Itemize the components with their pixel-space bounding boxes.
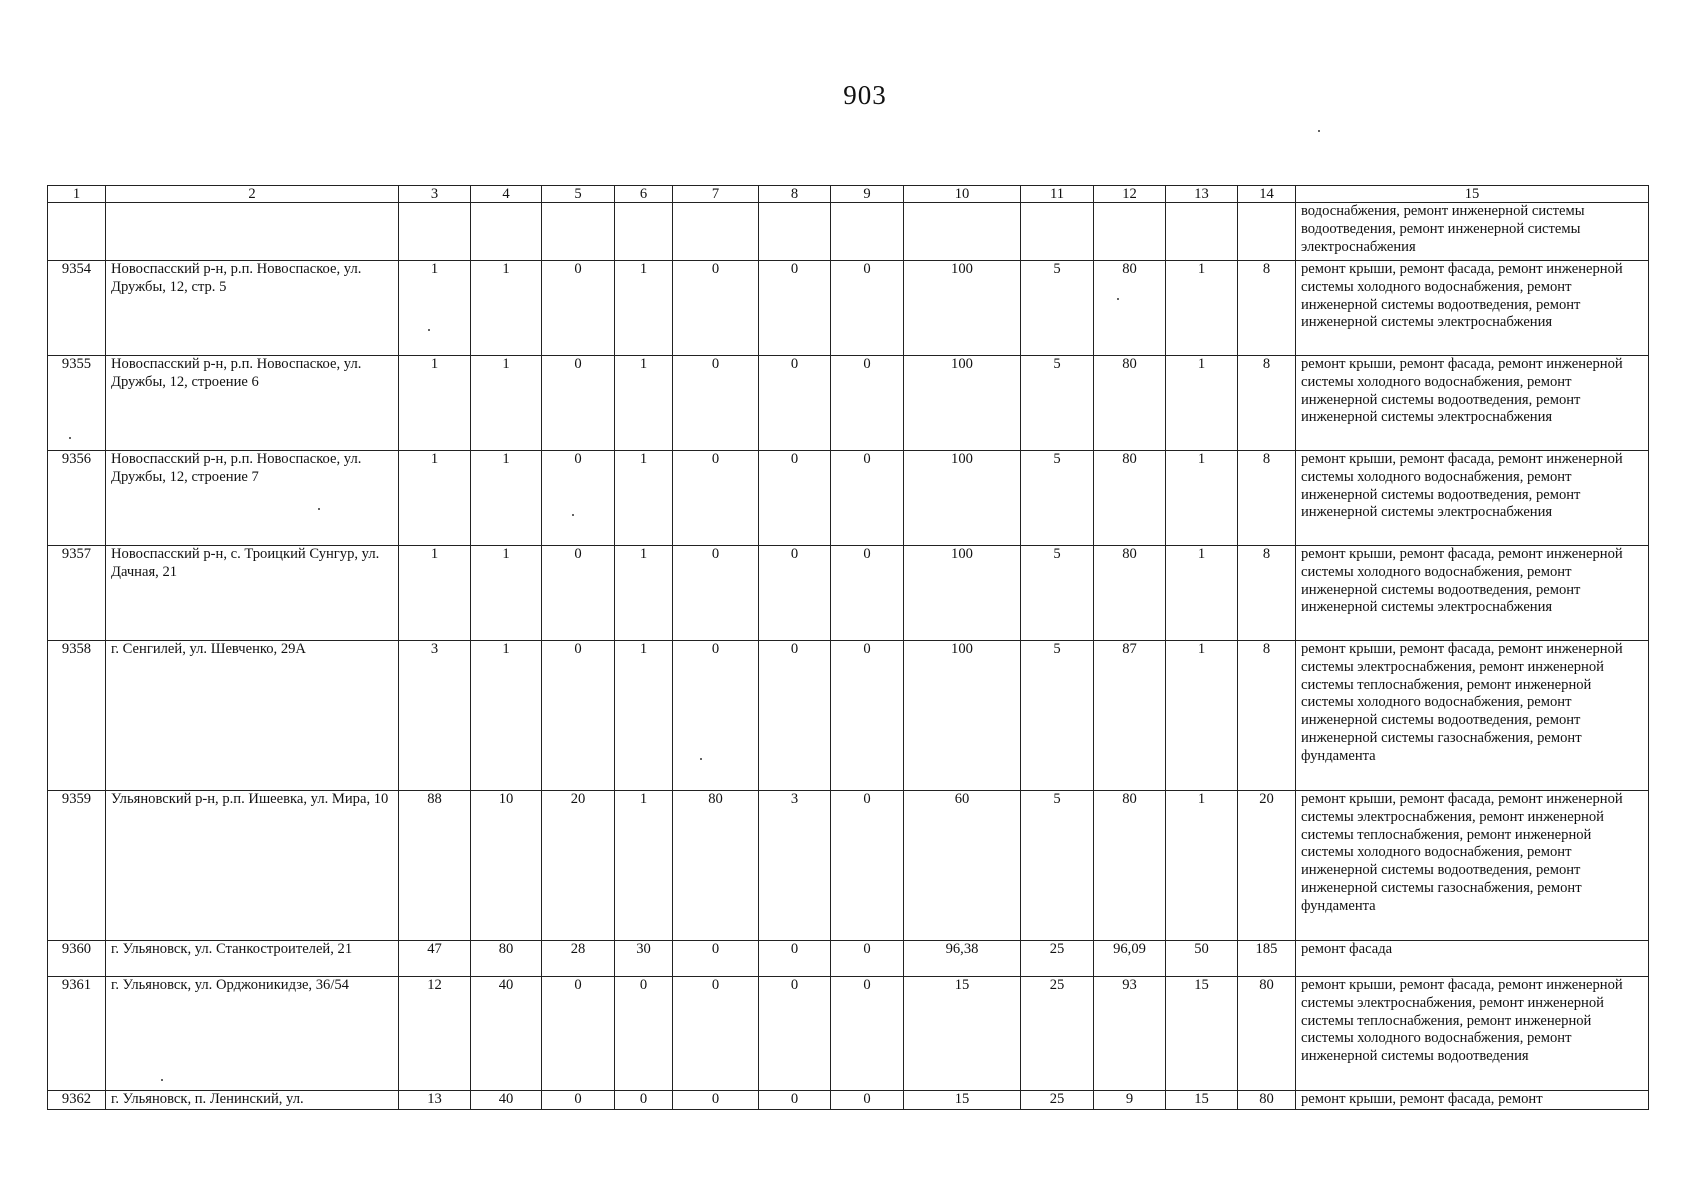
- value-cell: 0: [759, 1091, 831, 1110]
- table-row: [48, 641, 1649, 791]
- value-cell: 1: [471, 546, 542, 641]
- value-cell: 185: [1238, 941, 1296, 977]
- value-cell: 0: [759, 546, 831, 641]
- value-cell: 30: [615, 941, 673, 977]
- value-cell: 1: [615, 451, 673, 546]
- address-cell: г. Ульяновск, ул. Станкостроителей, 21: [106, 941, 399, 977]
- value-cell: [1166, 203, 1238, 261]
- column-header: 5: [542, 186, 615, 203]
- value-cell: 0: [759, 641, 831, 791]
- value-cell: 100: [904, 356, 1021, 451]
- works-cell: ремонт крыши, ремонт фасада, ремонт инженерной системы электроснабжения, ремонт инженерной системы теплоснабжения, ремонт инженерной системы холодного водоснабжения, ремонт инженерной системы водоотведения: [1296, 977, 1649, 1091]
- value-cell: 5: [1021, 791, 1094, 941]
- value-cell: 1: [471, 356, 542, 451]
- value-cell: 28: [542, 941, 615, 977]
- value-cell: 3: [399, 641, 471, 791]
- value-cell: 15: [1166, 977, 1238, 1091]
- value-cell: 93: [1094, 977, 1166, 1091]
- value-cell: 0: [615, 977, 673, 1091]
- value-cell: 0: [673, 451, 759, 546]
- value-cell: [1021, 203, 1094, 261]
- value-cell: 100: [904, 546, 1021, 641]
- value-cell: 1: [1166, 356, 1238, 451]
- value-cell: 0: [673, 261, 759, 356]
- column-header: 11: [1021, 186, 1094, 203]
- record-id: 9354: [48, 261, 106, 356]
- column-header: 3: [399, 186, 471, 203]
- works-cell: ремонт крыши, ремонт фасада, ремонт инженерной системы электроснабжения, ремонт инженерной системы теплоснабжения, ремонт инженерной системы холодного водоснабжения, ремонт инженерной системы водоотведения, ремонт инженерной системы газоснабжения, ремонт фундамента: [1296, 791, 1649, 941]
- value-cell: 9: [1094, 1091, 1166, 1110]
- value-cell: 0: [542, 977, 615, 1091]
- value-cell: 8: [1238, 641, 1296, 791]
- value-cell: 15: [904, 977, 1021, 1091]
- column-header: 10: [904, 186, 1021, 203]
- value-cell: [831, 203, 904, 261]
- value-cell: 25: [1021, 977, 1094, 1091]
- value-cell: 0: [673, 1091, 759, 1110]
- value-cell: [673, 203, 759, 261]
- table-row: [48, 977, 1649, 1091]
- value-cell: 12: [399, 977, 471, 1091]
- value-cell: 20: [542, 791, 615, 941]
- table-row: [48, 1091, 1649, 1110]
- value-cell: 1: [615, 546, 673, 641]
- value-cell: 5: [1021, 356, 1094, 451]
- value-cell: 0: [673, 356, 759, 451]
- table-row: [48, 791, 1649, 941]
- record-id: 9358: [48, 641, 106, 791]
- value-cell: 1: [471, 641, 542, 791]
- value-cell: 87: [1094, 641, 1166, 791]
- value-cell: 80: [1238, 1091, 1296, 1110]
- record-id: 9356: [48, 451, 106, 546]
- value-cell: 0: [673, 977, 759, 1091]
- value-cell: 15: [904, 1091, 1021, 1110]
- address-cell: Ульяновский р-н, р.п. Ишеевка, ул. Мира, 10: [106, 791, 399, 941]
- value-cell: 1: [399, 261, 471, 356]
- value-cell: 0: [542, 546, 615, 641]
- works-cell: ремонт крыши, ремонт фасада, ремонт инженерной системы холодного водоснабжения, ремонт инженерной системы водоотведения, ремонт инженерной системы электроснабжения: [1296, 261, 1649, 356]
- value-cell: 80: [1094, 451, 1166, 546]
- value-cell: 0: [831, 356, 904, 451]
- value-cell: 1: [615, 261, 673, 356]
- value-cell: [1094, 203, 1166, 261]
- value-cell: [615, 203, 673, 261]
- value-cell: 0: [542, 356, 615, 451]
- value-cell: [471, 203, 542, 261]
- value-cell: 0: [759, 451, 831, 546]
- value-cell: 0: [831, 941, 904, 977]
- value-cell: 100: [904, 641, 1021, 791]
- value-cell: 1: [1166, 641, 1238, 791]
- value-cell: 0: [542, 641, 615, 791]
- value-cell: 0: [615, 1091, 673, 1110]
- value-cell: 3: [759, 791, 831, 941]
- value-cell: 0: [673, 641, 759, 791]
- value-cell: 0: [759, 941, 831, 977]
- value-cell: 40: [471, 977, 542, 1091]
- column-header: 13: [1166, 186, 1238, 203]
- column-header: 12: [1094, 186, 1166, 203]
- value-cell: 1: [399, 451, 471, 546]
- value-cell: 1: [615, 791, 673, 941]
- address-cell: г. Ульяновск, п. Ленинский, ул.: [106, 1091, 399, 1110]
- address-cell: г. Ульяновск, ул. Орджоникидзе, 36/54: [106, 977, 399, 1091]
- value-cell: 1: [1166, 261, 1238, 356]
- value-cell: 0: [542, 1091, 615, 1110]
- value-cell: 1: [1166, 791, 1238, 941]
- value-cell: 40: [471, 1091, 542, 1110]
- value-cell: 60: [904, 791, 1021, 941]
- value-cell: 80: [1094, 546, 1166, 641]
- value-cell: 88: [399, 791, 471, 941]
- table-row: [48, 203, 1649, 261]
- works-cell: ремонт крыши, ремонт фасада, ремонт инженерной системы холодного водоснабжения, ремонт инженерной системы водоотведения, ремонт инженерной системы электроснабжения: [1296, 356, 1649, 451]
- column-header: 9: [831, 186, 904, 203]
- value-cell: 0: [831, 641, 904, 791]
- value-cell: 1: [399, 546, 471, 641]
- record-id: 9359: [48, 791, 106, 941]
- value-cell: [1238, 203, 1296, 261]
- value-cell: 80: [673, 791, 759, 941]
- value-cell: 5: [1021, 451, 1094, 546]
- works-cell: ремонт фасада: [1296, 941, 1649, 977]
- value-cell: 0: [759, 977, 831, 1091]
- value-cell: 0: [673, 546, 759, 641]
- value-cell: 5: [1021, 641, 1094, 791]
- record-id: [48, 203, 106, 261]
- value-cell: 1: [615, 356, 673, 451]
- column-number-row: [48, 186, 1649, 203]
- value-cell: 0: [831, 1091, 904, 1110]
- works-cell: ремонт крыши, ремонт фасада, ремонт инженерной системы холодного водоснабжения, ремонт инженерной системы водоотведения, ремонт инженерной системы электроснабжения: [1296, 451, 1649, 546]
- value-cell: 0: [759, 356, 831, 451]
- column-header: 4: [471, 186, 542, 203]
- value-cell: 8: [1238, 451, 1296, 546]
- record-id: 9362: [48, 1091, 106, 1110]
- value-cell: 0: [542, 261, 615, 356]
- value-cell: 1: [471, 451, 542, 546]
- works-cell: ремонт крыши, ремонт фасада, ремонт инженерной системы электроснабжения, ремонт инженерной системы теплоснабжения, ремонт инженерной системы холодного водоснабжения, ремонт инженерной системы водоотведения, ремонт инженерной системы газоснабжения, ремонт фундамента: [1296, 641, 1649, 791]
- column-header: 15: [1296, 186, 1649, 203]
- value-cell: 8: [1238, 546, 1296, 641]
- value-cell: 80: [1094, 356, 1166, 451]
- value-cell: 0: [831, 261, 904, 356]
- address-cell: Новоспасский р-н, р.п. Новоспаское, ул. Дружбы, 12, строение 7: [106, 451, 399, 546]
- column-header: 7: [673, 186, 759, 203]
- value-cell: 1: [1166, 451, 1238, 546]
- value-cell: 5: [1021, 546, 1094, 641]
- value-cell: 0: [831, 977, 904, 1091]
- works-cell: водоснабжения, ремонт инженерной системы водоотведения, ремонт инженерной системы электроснабжения: [1296, 203, 1649, 261]
- value-cell: 25: [1021, 941, 1094, 977]
- value-cell: 50: [1166, 941, 1238, 977]
- table-row: [48, 261, 1649, 356]
- value-cell: [759, 203, 831, 261]
- value-cell: 1: [399, 356, 471, 451]
- value-cell: 0: [831, 791, 904, 941]
- column-header: 6: [615, 186, 673, 203]
- value-cell: 80: [1094, 791, 1166, 941]
- column-header: 14: [1238, 186, 1296, 203]
- column-header: 8: [759, 186, 831, 203]
- value-cell: 0: [759, 261, 831, 356]
- value-cell: 1: [471, 261, 542, 356]
- value-cell: 80: [1238, 977, 1296, 1091]
- column-header: 1: [48, 186, 106, 203]
- record-id: 9361: [48, 977, 106, 1091]
- housing-repair-table: [47, 185, 1649, 1110]
- value-cell: 47: [399, 941, 471, 977]
- value-cell: 0: [831, 546, 904, 641]
- value-cell: 8: [1238, 356, 1296, 451]
- page-number: 903: [843, 80, 887, 110]
- address-cell: [106, 203, 399, 261]
- table-row: [48, 451, 1649, 546]
- column-header: 2: [106, 186, 399, 203]
- value-cell: 80: [471, 941, 542, 977]
- works-cell: ремонт крыши, ремонт фасада, ремонт инженерной системы холодного водоснабжения, ремонт инженерной системы водоотведения, ремонт инженерной системы электроснабжения: [1296, 546, 1649, 641]
- value-cell: 15: [1166, 1091, 1238, 1110]
- address-cell: г. Сенгилей, ул. Шевченко, 29А: [106, 641, 399, 791]
- address-cell: Новоспасский р-н, с. Троицкий Сунгур, ул. Дачная, 21: [106, 546, 399, 641]
- value-cell: 5: [1021, 261, 1094, 356]
- value-cell: 25: [1021, 1091, 1094, 1110]
- value-cell: 96,09: [1094, 941, 1166, 977]
- value-cell: [399, 203, 471, 261]
- record-id: 9360: [48, 941, 106, 977]
- address-cell: Новоспасский р-н, р.п. Новоспаское, ул. Дружбы, 12, строение 6: [106, 356, 399, 451]
- value-cell: [904, 203, 1021, 261]
- record-id: 9357: [48, 546, 106, 641]
- table-row: [48, 941, 1649, 977]
- value-cell: 10: [471, 791, 542, 941]
- value-cell: 80: [1094, 261, 1166, 356]
- value-cell: 0: [542, 451, 615, 546]
- works-cell: ремонт крыши, ремонт фасада, ремонт: [1296, 1091, 1649, 1110]
- value-cell: [542, 203, 615, 261]
- value-cell: 13: [399, 1091, 471, 1110]
- value-cell: 96,38: [904, 941, 1021, 977]
- address-cell: Новоспасский р-н, р.п. Новоспаское, ул. Дружбы, 12, стр. 5: [106, 261, 399, 356]
- value-cell: 100: [904, 261, 1021, 356]
- value-cell: 0: [673, 941, 759, 977]
- scan-speck: [1318, 130, 1320, 132]
- value-cell: 0: [831, 451, 904, 546]
- value-cell: 20: [1238, 791, 1296, 941]
- value-cell: 1: [1166, 546, 1238, 641]
- table-row: [48, 356, 1649, 451]
- value-cell: 100: [904, 451, 1021, 546]
- value-cell: 1: [615, 641, 673, 791]
- record-id: 9355: [48, 356, 106, 451]
- table-row: [48, 546, 1649, 641]
- value-cell: 8: [1238, 261, 1296, 356]
